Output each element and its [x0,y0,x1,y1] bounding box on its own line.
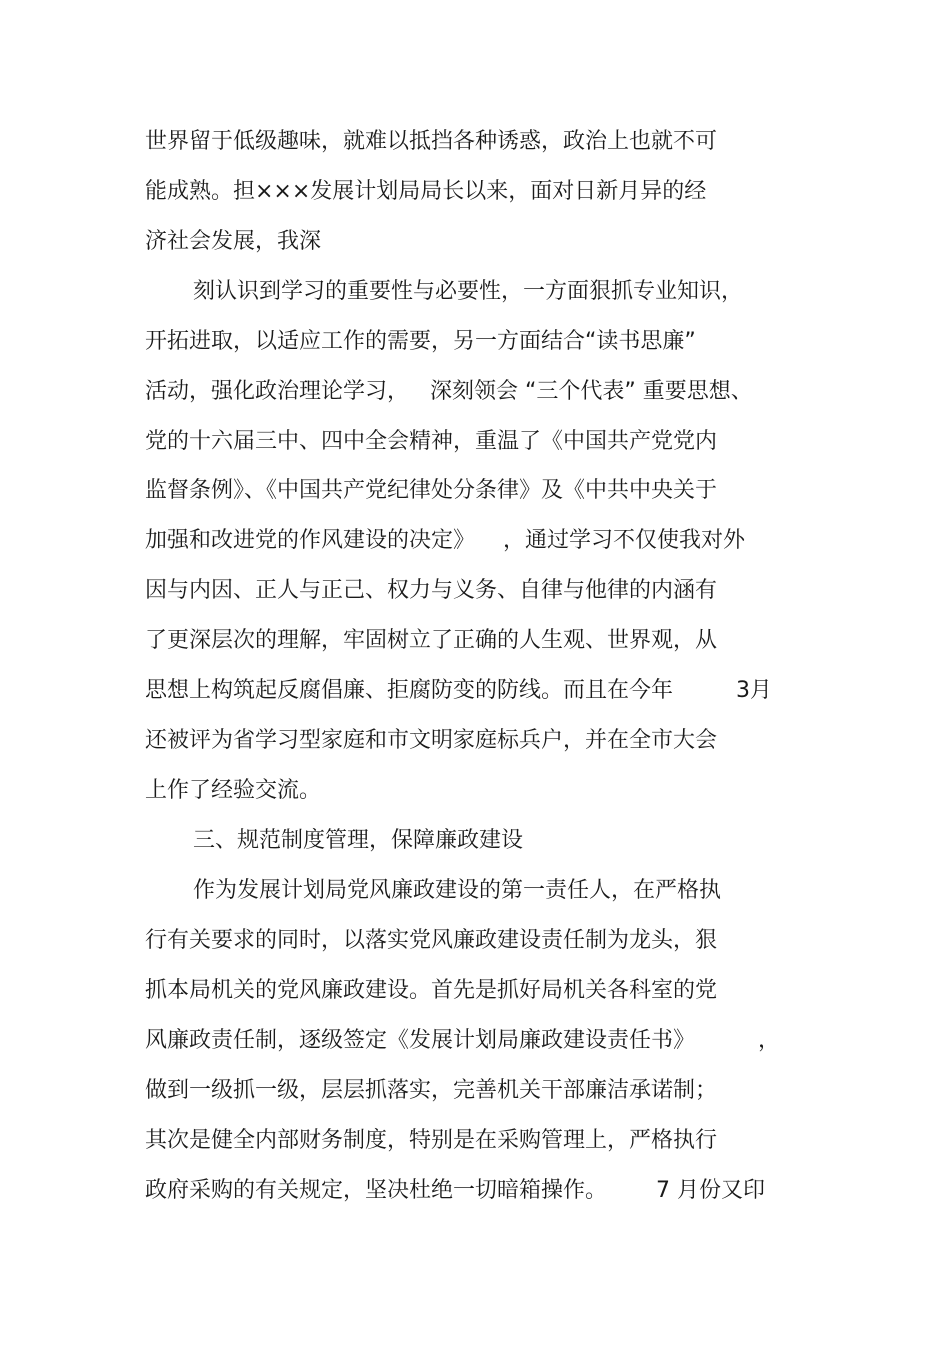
text-line: 开拓进取，以适应工作的需要，另一方面结合“读书思廉” [145,329,696,354]
text-line: 了更深层次的理解，牢固树立了正确的人生观、世界观，从 [145,628,718,653]
text-line: 济社会发展，我深 [145,229,322,254]
text-line: 能成熟。担×××发展计划局局长以来，面对日新月异的经 [145,179,707,204]
text-line: 刻认识到学习的重要性与必要性，一方面狠抓专业知识， [193,279,744,304]
text-line: 做到一级抓一级，层层抓落实，完善机关干部廉洁承诺制； [145,1078,718,1103]
text-line: 上作了经验交流。 [145,778,322,803]
text-line: 思想上构筑起反腐倡廉、拒腐防变的防线。而且在今年 3月 [145,678,772,703]
text-line: 监督条例》、《中国共产党纪律处分条律》及《中共中央关于 [145,478,718,503]
text-line: 因与内因、正人与正己、权力与义务、自律与他律的内涵有 [145,578,718,603]
text-line: 党的十六届三中、四中全会精神，重温了《中国共产党党内 [145,429,718,454]
text-line: 政府采购的有关规定，坚决杜绝一切暗箱操作。 7 月份又印 [145,1178,765,1203]
section-heading: 三、规范制度管理，保障廉政建设 [193,828,524,853]
text-line: 加强和改进党的作风建设的决定》 ，通过学习不仅使我对外 [145,528,745,553]
text-line: 作为发展计划局党风廉政建设的第一责任人，在严格执 [193,878,722,903]
text-line: 活动，强化政治理论学习， 深刻领会 “三个代表” 重要思想、 [145,379,753,404]
text-line: 其次是健全内部财务制度，特别是在采购管理上，严格执行 [145,1128,718,1153]
text-line: 还被评为省学习型家庭和市文明家庭标兵户，并在全市大会 [145,728,718,753]
text-line: 世界留于低级趣味，就难以抵挡各种诱惑，政治上也就不可 [145,129,718,154]
text-line: 风廉政责任制，逐级签定《发展计划局廉政建设责任书》 ， [145,1028,780,1053]
text-line: 抓本局机关的党风廉政建设。首先是抓好局机关各科室的党 [145,978,718,1003]
text-line: 行有关要求的同时，以落实党风廉政建设责任制为龙头，狠 [145,928,718,953]
